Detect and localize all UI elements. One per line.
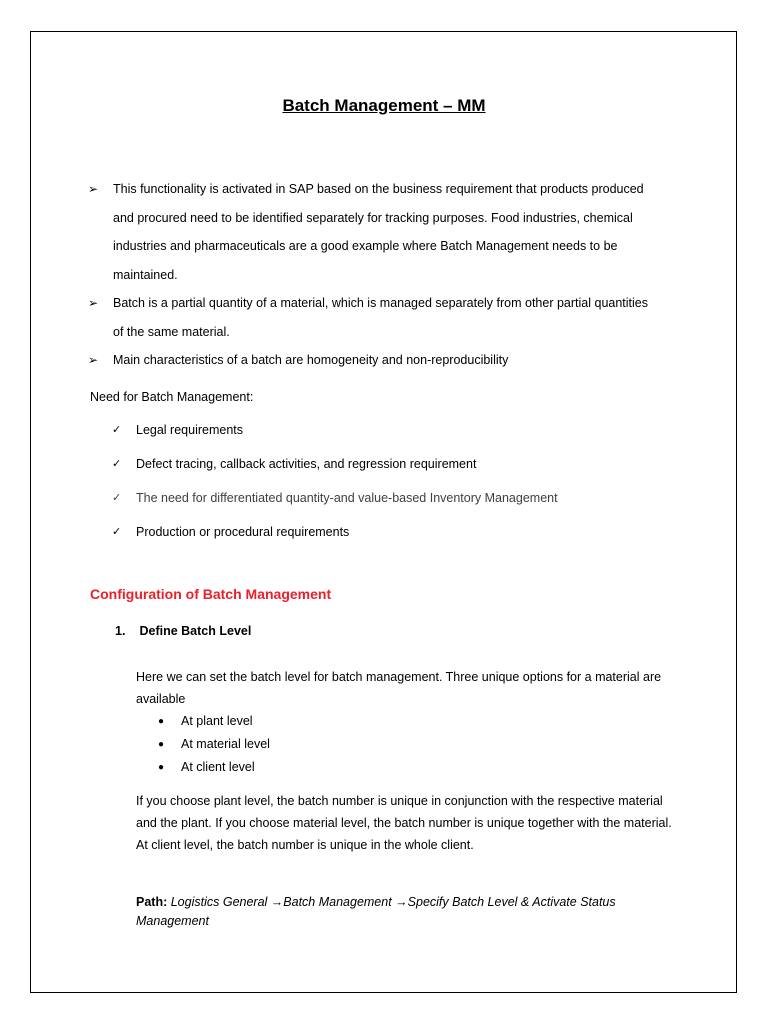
list-item bbox=[88, 175, 648, 289]
step-explanation: If you choose plant level, the batch number is unique in conjunction with the respective material and the plant. If you choose material level, the batch number is unique together with the material. At client level, the batch number is unique in the whole client. bbox=[136, 794, 672, 852]
arrow-bullet-icon: ➢ bbox=[88, 296, 99, 310]
config-path bbox=[136, 893, 681, 931]
options-list bbox=[158, 710, 270, 779]
intro-point-text: Main characteristics of a batch are homogeneity and non-reproducibility bbox=[113, 353, 509, 367]
option-text: At material level bbox=[181, 737, 270, 751]
need-text: Legal requirements bbox=[136, 423, 244, 437]
step-title: Define Batch Level bbox=[139, 624, 252, 638]
path-label: Path: bbox=[136, 895, 168, 909]
path-text: Logistics General →Batch Management →Specify Batch Level & Activate Status Management bbox=[136, 895, 616, 928]
intro-point-text: Batch is a partial quantity of a material, which is managed separately from other partial quantities of the same material. bbox=[113, 296, 648, 339]
need-heading: Need for Batch Management: bbox=[90, 390, 254, 404]
list-item bbox=[88, 346, 648, 375]
list-item bbox=[112, 418, 558, 452]
step-heading bbox=[115, 624, 251, 638]
page-title: Batch Management – MM bbox=[282, 96, 486, 115]
need-text: Defect tracing, callback activities, and regression requirement bbox=[136, 457, 477, 471]
step-number: 1. bbox=[115, 624, 126, 638]
list-item bbox=[112, 452, 558, 486]
option-text: At plant level bbox=[181, 714, 253, 728]
check-icon: ✓ bbox=[112, 492, 122, 504]
step-intro: Here we can set the batch level for batch management. Three unique options for a material are available bbox=[136, 670, 662, 706]
dot-bullet-icon: ● bbox=[158, 716, 165, 727]
intro-point-text: This functionality is activated in SAP based on the business requirement that products produced and procured need to be identified separately for tracking purposes. Food industries, chemical industries and pharmaceuticals are a good example where Batch Management needs to be maintained. bbox=[113, 182, 644, 282]
config-heading: Configuration of Batch Management bbox=[90, 586, 332, 602]
list-item bbox=[88, 289, 648, 346]
dot-bullet-icon: ● bbox=[158, 739, 165, 750]
check-icon: ✓ bbox=[112, 424, 122, 436]
check-icon: ✓ bbox=[112, 458, 122, 470]
list-item bbox=[112, 520, 558, 554]
list-item bbox=[158, 710, 270, 733]
list-item bbox=[112, 486, 558, 520]
need-text: Production or procedural requirements bbox=[136, 525, 350, 539]
intro-list bbox=[88, 175, 648, 375]
needs-list bbox=[112, 418, 558, 554]
check-icon: ✓ bbox=[112, 526, 122, 538]
list-item bbox=[158, 756, 270, 779]
option-text: At client level bbox=[181, 760, 255, 774]
need-text: The need for differentiated quantity-and value-based Inventory Management bbox=[136, 491, 558, 505]
dot-bullet-icon: ● bbox=[158, 762, 165, 773]
arrow-bullet-icon: ➢ bbox=[88, 353, 99, 367]
arrow-bullet-icon: ➢ bbox=[88, 182, 99, 196]
list-item bbox=[158, 733, 270, 756]
